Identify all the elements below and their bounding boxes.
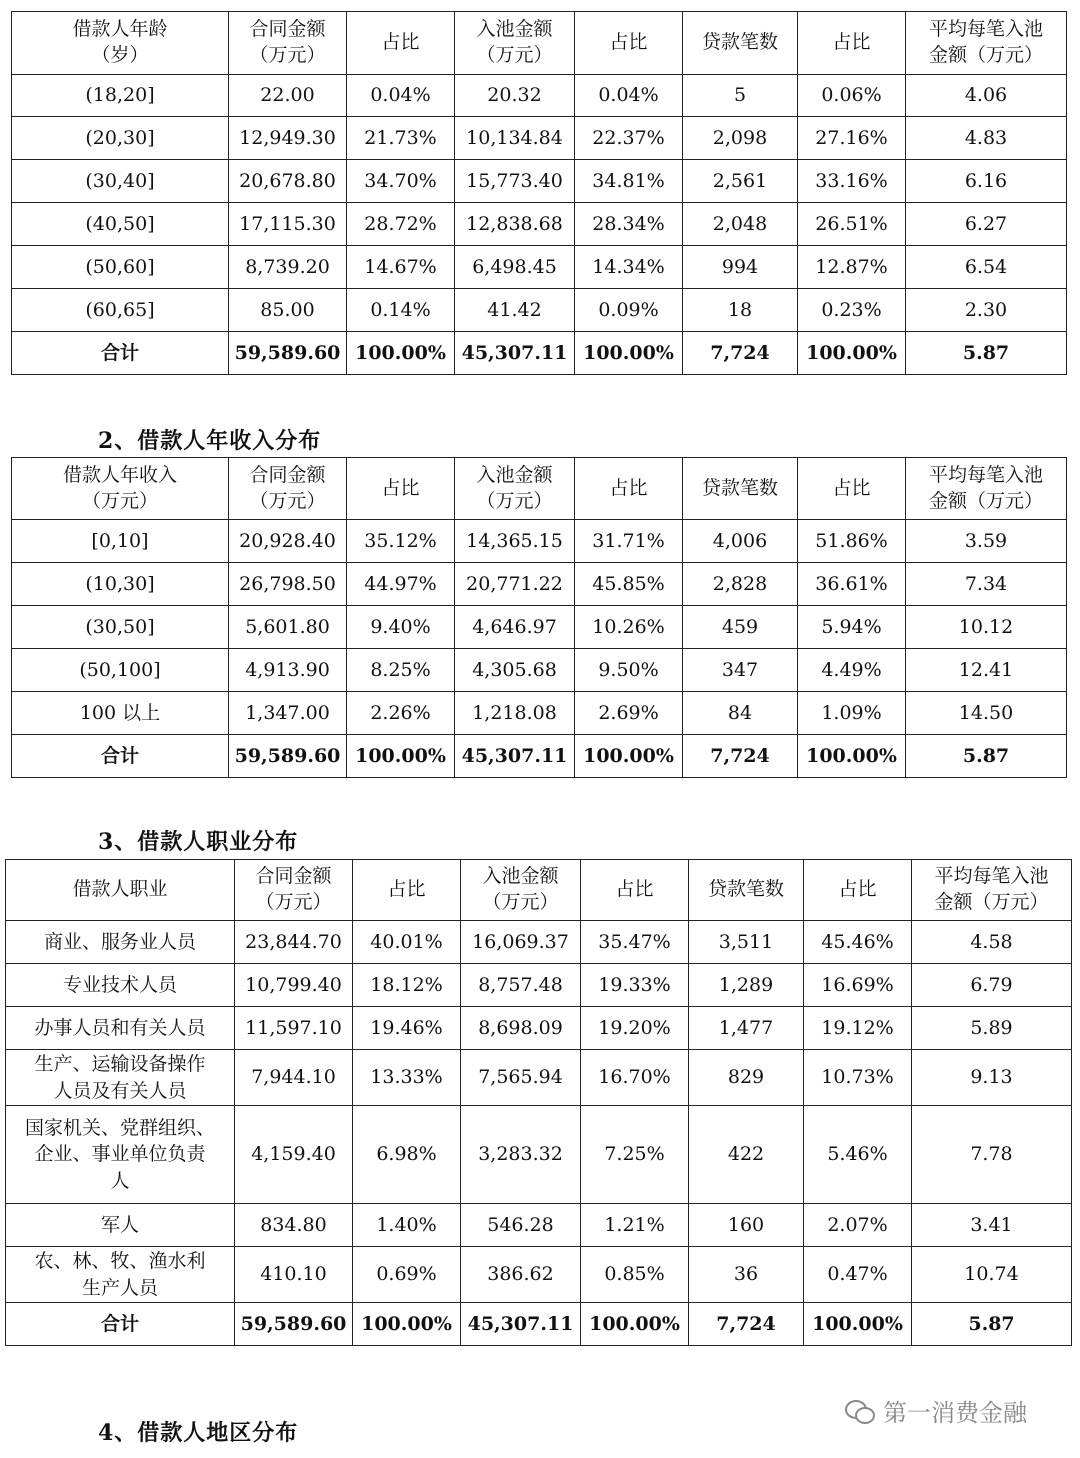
table-cell: 0.47% [804, 1247, 912, 1303]
header-pool-amount: 入池金额 （万元） [455, 458, 575, 520]
header-ratio: 占比 [575, 458, 683, 520]
header-age: 借款人年龄 （岁） [12, 12, 229, 75]
header-contract-amount: 合同金额 （万元） [229, 458, 347, 520]
table-row [12, 246, 1067, 289]
table-cell: 45.85% [575, 563, 683, 606]
table-cell: 31.71% [575, 520, 683, 563]
total-cell: 100.00% [581, 1303, 689, 1346]
table-cell: 21.73% [347, 117, 455, 160]
table-cell: 0.06% [798, 75, 906, 117]
table-cell: 4,006 [683, 520, 798, 563]
table-cell: 1,289 [689, 964, 804, 1007]
table-cell: 36.61% [798, 563, 906, 606]
table-cell: 0.85% [581, 1247, 689, 1303]
total-row [12, 735, 1067, 778]
watermark [845, 1393, 1027, 1428]
table-cell: 0.23% [798, 289, 906, 332]
table-header-row [6, 860, 1072, 921]
table-cell: 6.16 [906, 160, 1067, 203]
table-header-row [12, 12, 1067, 75]
total-cell: 100.00% [798, 332, 906, 375]
table-row [12, 160, 1067, 203]
row-label-cell: (20,30] [12, 117, 229, 160]
header-avg-pool-amount: 平均每笔入池 金额（万元） [906, 458, 1067, 520]
table-cell: 19.46% [353, 1007, 461, 1050]
table-cell: 26,798.50 [229, 563, 347, 606]
header-ratio: 占比 [347, 458, 455, 520]
header-contract-amount: 合同金额 （万元） [229, 12, 347, 75]
table-cell: 18 [683, 289, 798, 332]
total-cell: 100.00% [804, 1303, 912, 1346]
row-label-cell: 商业、服务业人员 [6, 921, 235, 964]
table-cell: 0.14% [347, 289, 455, 332]
table-cell: 8.25% [347, 649, 455, 692]
header-avg-pool-amount: 平均每笔入池 金额（万元） [912, 860, 1072, 921]
row-label-cell: (30,40] [12, 160, 229, 203]
header-income: 借款人年收入 （万元） [12, 458, 229, 520]
table-cell: 11,597.10 [235, 1007, 353, 1050]
total-label-cell: 合计 [12, 332, 229, 375]
table-row [6, 1247, 1072, 1303]
table-cell: 459 [683, 606, 798, 649]
total-cell: 5.87 [906, 735, 1067, 778]
table-cell: 1.21% [581, 1204, 689, 1247]
row-label-cell: 办事人员和有关人员 [6, 1007, 235, 1050]
table-cell: 2,828 [683, 563, 798, 606]
table-cell: 546.28 [461, 1204, 581, 1247]
table-cell: 3,283.32 [461, 1106, 581, 1204]
table-cell: 12,949.30 [229, 117, 347, 160]
row-label-cell: 军人 [6, 1204, 235, 1247]
table-row [6, 1050, 1072, 1106]
table-cell: 14.50 [906, 692, 1067, 735]
table-row [6, 1204, 1072, 1247]
table-row [12, 563, 1067, 606]
watermark-text: 第一消费金融 [883, 1399, 1027, 1427]
total-label-cell: 合计 [12, 735, 229, 778]
row-label-cell: (60,65] [12, 289, 229, 332]
table-cell: 6.27 [906, 203, 1067, 246]
table-cell: 20,928.40 [229, 520, 347, 563]
table-row [12, 692, 1067, 735]
table-cell: 35.12% [347, 520, 455, 563]
table-cell: 0.04% [347, 75, 455, 117]
total-cell: 5.87 [912, 1303, 1072, 1346]
table-cell: 4.58 [912, 921, 1072, 964]
header-loan-count: 贷款笔数 [683, 12, 798, 75]
row-label-cell: 国家机关、党群组织、 企业、事业单位负责 人 [6, 1106, 235, 1204]
table-cell: 8,757.48 [461, 964, 581, 1007]
header-occupation: 借款人职业 [6, 860, 235, 921]
table-cell: 9.40% [347, 606, 455, 649]
total-cell: 7,724 [683, 735, 798, 778]
table-cell: 16,069.37 [461, 921, 581, 964]
table-cell: 23,844.70 [235, 921, 353, 964]
total-cell: 59,589.60 [235, 1303, 353, 1346]
table-cell: 20,678.80 [229, 160, 347, 203]
header-pool-amount: 入池金额 （万元） [461, 860, 581, 921]
table-cell: 422 [689, 1106, 804, 1204]
table-cell: 4,305.68 [455, 649, 575, 692]
total-cell: 100.00% [575, 735, 683, 778]
table-cell: 3,511 [689, 921, 804, 964]
row-label-cell: (30,50] [12, 606, 229, 649]
table-cell: 20,771.22 [455, 563, 575, 606]
table-row [6, 921, 1072, 964]
table-cell: 9.13 [912, 1050, 1072, 1106]
total-cell: 5.87 [906, 332, 1067, 375]
table-cell: 26.51% [798, 203, 906, 246]
table-cell: 7.78 [912, 1106, 1072, 1204]
total-cell: 7,724 [683, 332, 798, 375]
table-cell: 45.46% [804, 921, 912, 964]
table-cell: 386.62 [461, 1247, 581, 1303]
header-ratio: 占比 [798, 458, 906, 520]
section-title-income: 2、借款人年收入分布 [98, 428, 322, 454]
table-cell: 9.50% [575, 649, 683, 692]
header-ratio: 占比 [575, 12, 683, 75]
header-ratio: 占比 [353, 860, 461, 921]
table-cell: 1.40% [353, 1204, 461, 1247]
table-cell: 3.41 [912, 1204, 1072, 1247]
table-cell: 0.69% [353, 1247, 461, 1303]
table-cell: 5.89 [912, 1007, 1072, 1050]
table-cell: 18.12% [353, 964, 461, 1007]
row-label-cell: 专业技术人员 [6, 964, 235, 1007]
table-row [12, 75, 1067, 117]
table-cell: 2,561 [683, 160, 798, 203]
table-cell: 10,134.84 [455, 117, 575, 160]
table-cell: 2,098 [683, 117, 798, 160]
total-cell: 100.00% [798, 735, 906, 778]
header-loan-count: 贷款笔数 [683, 458, 798, 520]
table-cell: 7.34 [906, 563, 1067, 606]
header-loan-count: 贷款笔数 [689, 860, 804, 921]
table-borrower-income [11, 457, 1067, 778]
table-cell: 7,565.94 [461, 1050, 581, 1106]
table-row [12, 649, 1067, 692]
table-cell: 1,218.08 [455, 692, 575, 735]
table-cell: 10.26% [575, 606, 683, 649]
table-cell: 28.34% [575, 203, 683, 246]
table-header-row [12, 458, 1067, 520]
header-ratio: 占比 [347, 12, 455, 75]
table-cell: 22.37% [575, 117, 683, 160]
row-label-cell: (40,50] [12, 203, 229, 246]
table-cell: 2.30 [906, 289, 1067, 332]
table-cell: 12.41 [906, 649, 1067, 692]
table-cell: 6.54 [906, 246, 1067, 289]
table-cell: 1,477 [689, 1007, 804, 1050]
table-cell: 5.94% [798, 606, 906, 649]
table-cell: 19.20% [581, 1007, 689, 1050]
row-label-cell: (50,100] [12, 649, 229, 692]
table-row [12, 203, 1067, 246]
table-cell: 28.72% [347, 203, 455, 246]
table-cell: 14.67% [347, 246, 455, 289]
table-cell: 15,773.40 [455, 160, 575, 203]
header-contract-amount: 合同金额 （万元） [235, 860, 353, 921]
table-cell: 160 [689, 1204, 804, 1247]
table-row [6, 964, 1072, 1007]
total-cell: 100.00% [347, 735, 455, 778]
table-borrower-occupation [5, 859, 1072, 1346]
table-cell: 2,048 [683, 203, 798, 246]
table-cell: 85.00 [229, 289, 347, 332]
table-cell: 34.81% [575, 160, 683, 203]
table-cell: 10.12 [906, 606, 1067, 649]
row-label-cell: 100 以上 [12, 692, 229, 735]
total-row [12, 332, 1067, 375]
table-cell: 4.49% [798, 649, 906, 692]
table-row [12, 606, 1067, 649]
table-cell: 7,944.10 [235, 1050, 353, 1106]
total-label-cell: 合计 [6, 1303, 235, 1346]
total-cell: 100.00% [347, 332, 455, 375]
table-cell: 34.70% [347, 160, 455, 203]
header-ratio: 占比 [581, 860, 689, 921]
table-cell: 27.16% [798, 117, 906, 160]
section-title-region: 4、借款人地区分布 [98, 1420, 299, 1446]
table-cell: 14.34% [575, 246, 683, 289]
table-cell: 3.59 [906, 520, 1067, 563]
table-cell: 4,913.90 [229, 649, 347, 692]
table-cell: 10.74 [912, 1247, 1072, 1303]
table-row [12, 520, 1067, 563]
row-label-cell: [0,10] [12, 520, 229, 563]
table-cell: 0.04% [575, 75, 683, 117]
table-cell: 13.33% [353, 1050, 461, 1106]
total-cell: 45,307.11 [455, 735, 575, 778]
header-pool-amount: 入池金额 （万元） [455, 12, 575, 75]
table-cell: 16.69% [804, 964, 912, 1007]
row-label-cell: 生产、运输设备操作 人员及有关人员 [6, 1050, 235, 1106]
total-cell: 7,724 [689, 1303, 804, 1346]
table-cell: 84 [683, 692, 798, 735]
table-cell: 5 [683, 75, 798, 117]
section-title-occupation: 3、借款人职业分布 [98, 829, 299, 855]
table-cell: 0.09% [575, 289, 683, 332]
wechat-icon [845, 1398, 875, 1424]
table-cell: 829 [689, 1050, 804, 1106]
total-cell: 59,589.60 [229, 332, 347, 375]
table-row [6, 1106, 1072, 1204]
table-row [12, 289, 1067, 332]
total-cell: 100.00% [575, 332, 683, 375]
table-cell: 2.07% [804, 1204, 912, 1247]
table-cell: 5,601.80 [229, 606, 347, 649]
table-borrower-age [11, 11, 1067, 375]
table-cell: 6,498.45 [455, 246, 575, 289]
table-row [12, 117, 1067, 160]
total-cell: 45,307.11 [461, 1303, 581, 1346]
table-cell: 40.01% [353, 921, 461, 964]
table-cell: 10,799.40 [235, 964, 353, 1007]
row-label-cell: (50,60] [12, 246, 229, 289]
table-cell: 1,347.00 [229, 692, 347, 735]
table-cell: 4,159.40 [235, 1106, 353, 1204]
table-cell: 4.83 [906, 117, 1067, 160]
table-cell: 8,739.20 [229, 246, 347, 289]
table-cell: 33.16% [798, 160, 906, 203]
table-cell: 20.32 [455, 75, 575, 117]
table-cell: 5.46% [804, 1106, 912, 1204]
table-cell: 12.87% [798, 246, 906, 289]
table-cell: 10.73% [804, 1050, 912, 1106]
table-cell: 17,115.30 [229, 203, 347, 246]
total-row [6, 1303, 1072, 1346]
table-cell: 44.97% [347, 563, 455, 606]
table-cell: 19.33% [581, 964, 689, 1007]
table-cell: 6.79 [912, 964, 1072, 1007]
total-cell: 59,589.60 [229, 735, 347, 778]
table-cell: 994 [683, 246, 798, 289]
table-row [6, 1007, 1072, 1050]
table-cell: 4,646.97 [455, 606, 575, 649]
table-cell: 2.26% [347, 692, 455, 735]
table-cell: 1.09% [798, 692, 906, 735]
row-label-cell: 农、林、牧、渔水利 生产人员 [6, 1247, 235, 1303]
table-cell: 410.10 [235, 1247, 353, 1303]
header-ratio: 占比 [804, 860, 912, 921]
table-cell: 22.00 [229, 75, 347, 117]
total-cell: 100.00% [353, 1303, 461, 1346]
table-cell: 4.06 [906, 75, 1067, 117]
header-avg-pool-amount: 平均每笔入池 金额（万元） [906, 12, 1067, 75]
table-cell: 19.12% [804, 1007, 912, 1050]
table-cell: 347 [683, 649, 798, 692]
table-cell: 2.69% [575, 692, 683, 735]
table-cell: 6.98% [353, 1106, 461, 1204]
row-label-cell: (18,20] [12, 75, 229, 117]
table-cell: 14,365.15 [455, 520, 575, 563]
table-cell: 12,838.68 [455, 203, 575, 246]
table-cell: 41.42 [455, 289, 575, 332]
total-cell: 45,307.11 [455, 332, 575, 375]
table-cell: 7.25% [581, 1106, 689, 1204]
table-cell: 51.86% [798, 520, 906, 563]
table-cell: 16.70% [581, 1050, 689, 1106]
table-cell: 36 [689, 1247, 804, 1303]
table-cell: 834.80 [235, 1204, 353, 1247]
row-label-cell: (10,30] [12, 563, 229, 606]
header-ratio: 占比 [798, 12, 906, 75]
table-cell: 35.47% [581, 921, 689, 964]
table-cell: 8,698.09 [461, 1007, 581, 1050]
